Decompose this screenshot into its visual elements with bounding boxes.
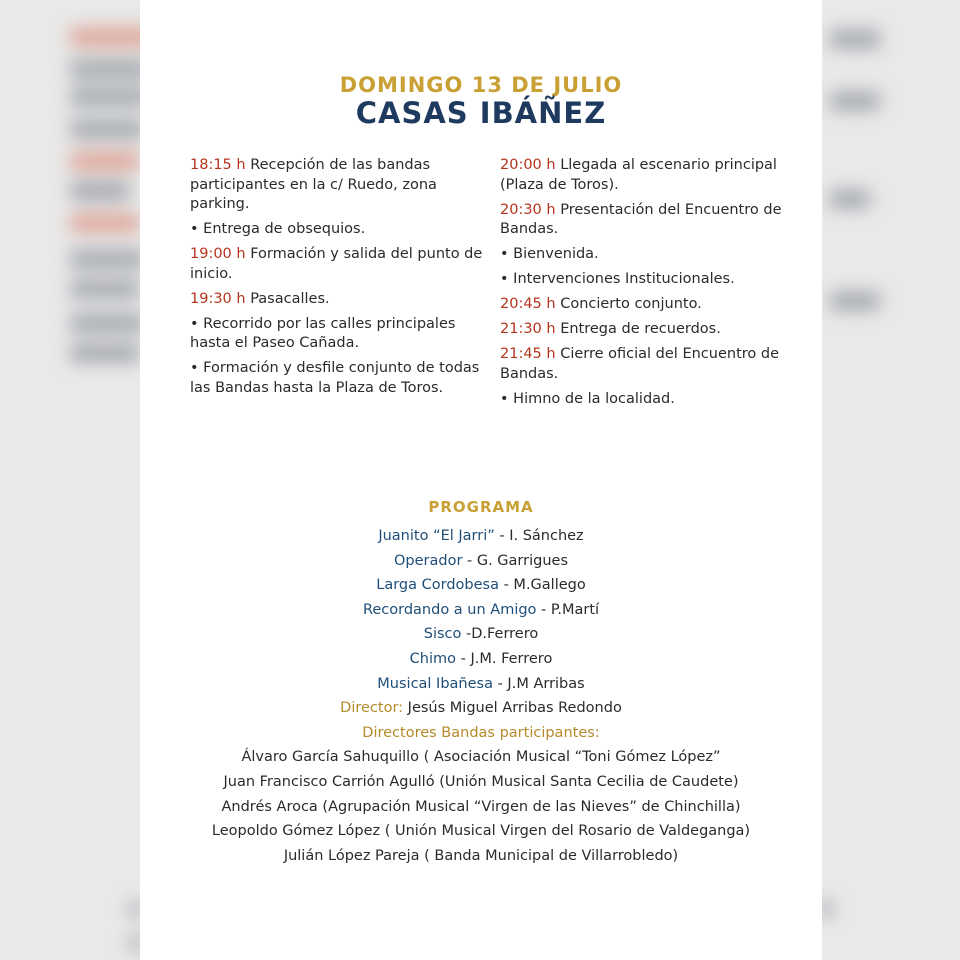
schedule-time: 21:45 h — [500, 346, 556, 362]
schedule-entry — [500, 295, 800, 315]
piece-title: Musical Ibañesa — [377, 675, 493, 692]
schedule-time: 18:15 h — [190, 157, 246, 173]
schedule-text: Cierre oficial del Encuentro de Bandas. — [500, 346, 780, 382]
piece-title: Larga Cordobesa — [376, 577, 499, 594]
director-name: Jesús Miguel Arribas Redondo — [403, 700, 622, 717]
band-director: Leopoldo Gómez López ( Unión Musical Virgen del Rosario de Valdeganga) — [211, 823, 751, 840]
programa-section — [140, 498, 822, 868]
programa-piece — [140, 549, 822, 574]
schedule-text: Pasacalles. — [245, 290, 330, 307]
schedule-time: 19:30 h — [190, 290, 246, 307]
directors-label: Directores Bandas participantes: — [362, 724, 600, 741]
director-label: Director: — [340, 700, 404, 717]
schedule-time: 20:00 h — [500, 157, 556, 173]
schedule-entry — [190, 290, 490, 310]
schedule-text: Presentación del Encuentro de Bandas. — [500, 201, 782, 237]
event-town: CASAS IBÁÑEZ — [355, 96, 607, 130]
programa-piece — [140, 622, 822, 647]
schedule-text: Recepción de las bandas participantes en la c/ Ruedo, zona parking. — [190, 157, 437, 212]
piece-title: Juanito “El Jarri” — [378, 528, 495, 544]
schedule-time: 21:30 h — [500, 321, 556, 337]
band-director: Andrés Aroca (Agrupación Musical “Virgen de las Nieves” de Chinchilla) — [221, 798, 741, 815]
piece-composer: -D.Ferrero — [461, 626, 539, 643]
schedule-entry — [500, 345, 800, 384]
piece-composer: - I. Sánchez — [494, 528, 584, 544]
event-date: DOMINGO 13 DE JULIO — [339, 73, 623, 97]
schedule-entry — [500, 245, 800, 265]
schedule-text: • Intervenciones Institucionales. — [500, 271, 735, 287]
schedule-entry — [500, 320, 800, 340]
piece-title: Sisco — [423, 626, 462, 643]
directors-list — [140, 745, 822, 868]
schedule-text: Formación y salida del punto de inicio. — [190, 246, 483, 282]
programa-piece — [140, 598, 822, 623]
schedule-entry — [500, 390, 800, 410]
piece-composer: - J.M Arribas — [492, 675, 585, 692]
programa-piece — [140, 647, 822, 672]
schedule-text: • Himno de la localidad. — [500, 390, 675, 407]
piece-composer: - P.Martí — [536, 601, 600, 618]
programa-piece — [140, 524, 822, 549]
flyer-sheet — [140, 0, 822, 960]
band-director: Álvaro García Sahuquillo ( Asociación Musical “Toni Gómez López” — [241, 749, 721, 766]
programa-piece — [140, 573, 822, 598]
schedule-time: 20:45 h — [500, 296, 556, 312]
schedule-left-column — [190, 156, 490, 404]
piece-composer: - M.Gallego — [498, 577, 586, 594]
schedule-text: • Entrega de obsequios. — [190, 221, 366, 237]
director-line — [140, 696, 822, 721]
schedule-right-column — [500, 156, 800, 415]
schedule-text: • Bienvenida. — [500, 246, 599, 262]
piece-composer: - G. Garrigues — [462, 552, 568, 569]
piece-title: Recordando a un Amigo — [362, 601, 537, 618]
band-director: Juan Francisco Carrión Agulló (Unión Musical Santa Cecilia de Caudete) — [223, 773, 739, 790]
schedule-text: Llegada al escenario principal (Plaza de Toros). — [500, 157, 777, 193]
programa-pieces — [140, 524, 822, 696]
schedule-entry — [190, 220, 490, 240]
piece-composer: - J.M. Ferrero — [456, 650, 553, 667]
programa-title: PROGRAMA — [428, 498, 534, 516]
schedule-text: Entrega de recuerdos. — [555, 321, 721, 337]
schedule-entry — [190, 315, 490, 354]
schedule-entry — [190, 359, 490, 398]
band-director: Julián López Pareja ( Banda Municipal de Villarrobledo) — [283, 847, 679, 864]
piece-title: Operador — [393, 552, 463, 569]
piece-title: Chimo — [409, 650, 456, 667]
schedule-entry — [500, 201, 800, 240]
schedule-text: Concierto conjunto. — [555, 296, 702, 312]
schedule-entry — [190, 156, 490, 215]
schedule-time: 20:30 h — [500, 201, 556, 218]
programa-piece — [140, 672, 822, 697]
schedule-text: • Formación y desfile conjunto de todas las Bandas hasta la Plaza de Toros. — [190, 360, 480, 396]
schedule-entry — [500, 156, 800, 195]
schedule-time: 19:00 h — [190, 246, 246, 262]
schedule-text: • Recorrido por las calles principales hasta el Paseo Cañada. — [190, 315, 456, 351]
schedule-entry — [500, 270, 800, 290]
schedule-entry — [190, 245, 490, 284]
